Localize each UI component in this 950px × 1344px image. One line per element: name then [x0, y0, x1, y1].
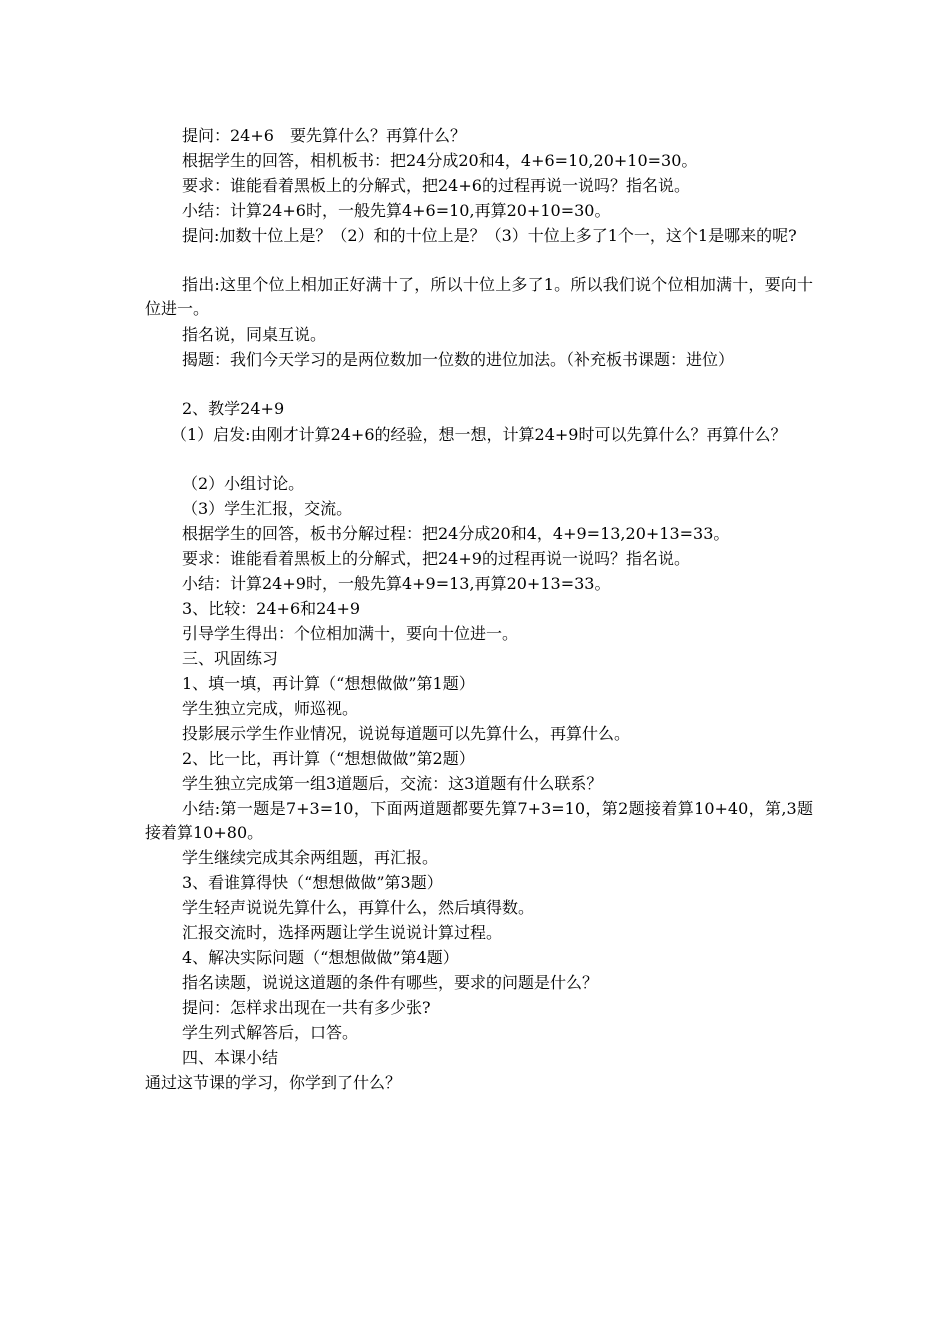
section-heading: 1、填一填，再计算（“想想做做”第1题）	[182, 674, 475, 693]
paragraph: 根据学生的回答，板书分解过程：把24分成20和4，4+9=13,20+13=33。	[182, 524, 730, 543]
paragraph: （2）小组讨论。	[182, 474, 305, 493]
paragraph: 提问：24+6 要先算什么？再算什么？	[182, 126, 466, 145]
paragraph: 要求：谁能看着黑板上的分解式，把24+9的过程再说一说吗？指名说。	[182, 549, 690, 568]
paragraph: 引导学生得出：个位相加满十，要向十位进一。	[182, 624, 519, 643]
section-heading: 四、本课小结	[182, 1048, 279, 1067]
section-heading: 2、教学24+9	[182, 399, 285, 418]
section-heading: 3、比较：24+6和24+9	[182, 599, 361, 618]
paragraph: 学生轻声说说先算什么，再算什么，然后填得数。	[182, 898, 535, 917]
paragraph: 学生独立完成，师巡视。	[182, 699, 359, 718]
paragraph: 学生列式解答后，口答。	[182, 1023, 359, 1042]
paragraph: （1）启发:由刚才计算24+6的经验，想一想，计算24+9时可以先算什么？再算什么？	[171, 425, 787, 444]
paragraph: 根据学生的回答，相机板书：把24分成20和4，4+6=10,20+10=30。	[182, 151, 698, 170]
paragraph: 小结：计算24+6时，一般先算4+6=10,再算20+10=30。	[182, 201, 611, 220]
paragraph: 学生独立完成第一组3道题后，交流：这3道题有什么联系？	[182, 774, 603, 793]
paragraph: 提问：怎样求出现在一共有多少张?	[182, 998, 431, 1017]
paragraph: （3）学生汇报，交流。	[182, 499, 353, 518]
paragraph: 小结：计算24+9时，一般先算4+9=13,再算20+13=33。	[182, 574, 611, 593]
paragraph: 提问:加数十位上是？（2）和的十位上是？（3）十位上多了1个一，这个1是哪来的呢?	[182, 226, 797, 245]
paragraph: 投影展示学生作业情况，说说每道题可以先算什么，再算什么。	[182, 724, 631, 743]
paragraph: 指名说，同桌互说。	[182, 325, 327, 344]
paragraph: 学生继续完成其余两组题，再汇报。	[182, 848, 439, 867]
paragraph: 指出:这里个位上相加正好满十了，所以十位上多了1。所以我们说个位相加满十，要向十位进一。	[145, 275, 813, 318]
section-heading: 2、比一比，再计算（“想想做做”第2题）	[182, 749, 475, 768]
paragraph: 小结:第一题是7+3=10，下面两道题都要先算7+3=10，第2题接着算10+40，第,3题接着算10+80。	[145, 799, 813, 842]
paragraph: 通过这节课的学习，你学到了什么？	[145, 1073, 402, 1092]
paragraph: 要求：谁能看着黑板上的分解式，把24+6的过程再说一说吗？指名说。	[182, 176, 690, 195]
paragraph: 汇报交流时，选择两题让学生说说计算过程。	[182, 923, 503, 942]
section-heading: 3、看谁算得快（“想想做做”第3题）	[182, 873, 443, 892]
paragraph: 揭题：我们今天学习的是两位数加一位数的进位加法。（补充板书课题：进位）	[182, 350, 735, 369]
paragraph: 指名读题，说说这道题的条件有哪些，要求的问题是什么？	[182, 973, 599, 992]
section-heading: 4、解决实际问题（“想想做做”第4题）	[182, 948, 459, 967]
section-heading: 三、巩固练习	[182, 649, 279, 668]
